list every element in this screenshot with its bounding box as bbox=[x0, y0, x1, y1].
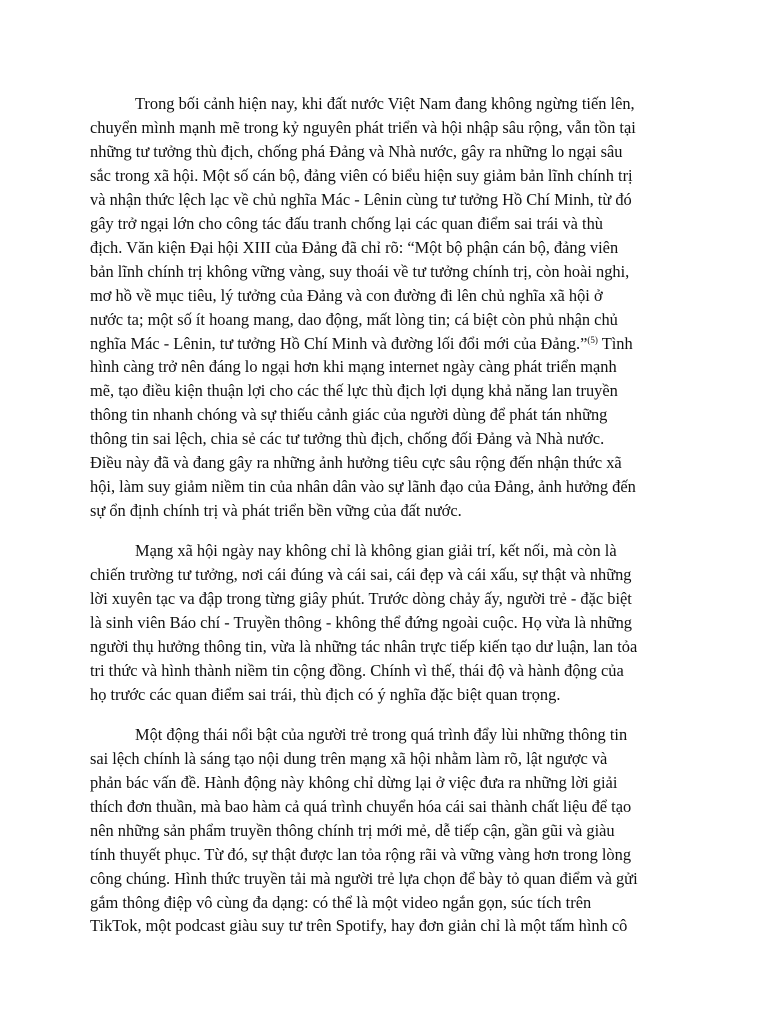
text-line: là sinh viên Báo chí - Truyền thông - không thể đứng ngoài cuộc. Họ vừa là những bbox=[90, 613, 632, 633]
document-body bbox=[90, 92, 690, 954]
quote-end-continuation: Tình bbox=[597, 333, 633, 353]
text-line: chuyển mình mạnh mẽ trong kỷ nguyên phát triển và hội nhập sâu rộng, vẫn tồn tại bbox=[90, 117, 636, 137]
text-line: tính thuyết phục. Từ đó, sự thật được lan tỏa rộng rãi và vững vàng hơn trong lòng bbox=[90, 844, 632, 864]
text-line: sự ổn định chính trị và phát triển bền vững của đất nước. bbox=[90, 501, 462, 521]
text-line: thích đơn thuần, mà bao hàm cả quá trình chuyển hóa cái sai thành chất liệu để tạo bbox=[90, 796, 632, 816]
text-line: địch. Văn kiện Đại hội XIII của Đảng đã chỉ rõ: “Một bộ phận cán bộ, đảng viên bbox=[90, 237, 619, 257]
text-line: TikTok, một podcast giàu suy tư trên Spotify, hay đơn giản chỉ là một tấm hình cô bbox=[90, 916, 628, 936]
text-line: chiến trường tư tưởng, nơi cái đúng và cái sai, cái đẹp và cái xấu, sự thật và những bbox=[90, 565, 632, 585]
text-line: và nhận thức lệch lạc về chủ nghĩa Mác - Lênin cùng tư tưởng Hồ Chí Minh, từ đó bbox=[90, 189, 632, 209]
text-line: lời xuyên tạc va đập trong từng giây phút. Trước dòng chảy ấy, người trẻ - đặc biệt bbox=[90, 589, 632, 609]
text-line: tri thức và hình thành niềm tin cộng đồng. Chính vì thế, thái độ và hành động của bbox=[90, 660, 624, 680]
text-line: gắm thông điệp vô cùng đa dạng: có thể là một video ngắn gọn, súc tích trên bbox=[90, 892, 592, 912]
text-line: thông tin nhanh chóng và sự thiếu cảnh giác của người dùng để phát tán những bbox=[90, 405, 608, 425]
text-line: những tư tưởng thù địch, chống phá Đảng và Nhà nước, gây ra những lo ngại sâu bbox=[90, 141, 623, 161]
text-line: người thụ hưởng thông tin, vừa là những tác nhân trực tiếp kiến tạo dư luận, lan tỏa bbox=[90, 636, 638, 656]
text-line: gây trở ngại lớn cho công tác đấu tranh chống lại các quan điểm sai trái và thù bbox=[90, 213, 603, 233]
text-line: công chúng. Hình thức truyền tải mà người trẻ lựa chọn để bày tỏ quan điểm và gửi bbox=[90, 868, 638, 888]
text-line: họ trước các quan điểm sai trái, thù địch có ý nghĩa đặc biệt quan trọng. bbox=[90, 684, 561, 704]
text-line: sai lệch chính là sáng tạo nội dung trên mạng xã hội nhằm làm rõ, lật ngược và bbox=[90, 748, 608, 768]
text-line: thông tin sai lệch, chia sẻ các tư tưởng thù địch, chống đối Đảng và Nhà nước. bbox=[90, 429, 605, 449]
text-line: Điều này đã và đang gây ra những ảnh hưởng tiêu cực sâu rộng đến nhận thức xã bbox=[90, 453, 622, 473]
text-line: mẽ, tạo điều kiện thuận lợi cho các thế lực thù địch lợi dụng khả năng lan truyền bbox=[90, 381, 618, 401]
text-line: bản lĩnh chính trị không vững vàng, suy thoái về tư tưởng chính trị, còn hoài nghi, bbox=[90, 261, 630, 281]
text-line: Trong bối cảnh hiện nay, khi đất nước Việt Nam đang không ngừng tiến lên, bbox=[135, 94, 635, 113]
quote-end-text: nghĩa Mác - Lênin, tư tưởng Hồ Chí Minh và đường lối đổi mới của Đảng.” bbox=[90, 333, 588, 353]
paragraph-1 bbox=[90, 92, 690, 523]
paragraph-2 bbox=[90, 539, 690, 707]
text-line: Một động thái nổi bật của người trẻ trong quá trình đẩy lùi những thông tin bbox=[135, 724, 628, 744]
text-line: mơ hồ về mục tiêu, lý tưởng của Đảng và con đường đi lên chủ nghĩa xã hội ở bbox=[90, 285, 603, 305]
text-line: nước ta; một số ít hoang mang, dao động, mất lòng tin; cá biệt còn phủ nhận chủ bbox=[90, 309, 618, 329]
text-line: sắc trong xã hội. Một số cán bộ, đảng viên có biểu hiện suy giảm bản lĩnh chính trị bbox=[90, 165, 633, 185]
paragraph-3 bbox=[90, 723, 690, 939]
text-line: Mạng xã hội ngày nay không chỉ là không gian giải trí, kết nối, mà còn là bbox=[135, 541, 617, 561]
quote-end-line bbox=[90, 332, 690, 356]
text-line: phản bác vấn đề. Hành động này không chỉ dừng lại ở việc đưa ra những lời giải bbox=[90, 772, 618, 792]
footnote-marker[interactable]: (5) bbox=[587, 334, 598, 345]
text-line: hội, làm suy giảm niềm tin của nhân dân vào sự lãnh đạo của Đảng, ảnh hưởng đến bbox=[90, 477, 636, 497]
text-line: nên những sản phẩm truyền thông chính trị mới mẻ, dễ tiếp cận, gần gũi và giàu bbox=[90, 820, 615, 840]
text-line: hình càng trở nên đáng lo ngại hơn khi mạng internet ngày càng phát triển mạnh bbox=[90, 357, 617, 377]
